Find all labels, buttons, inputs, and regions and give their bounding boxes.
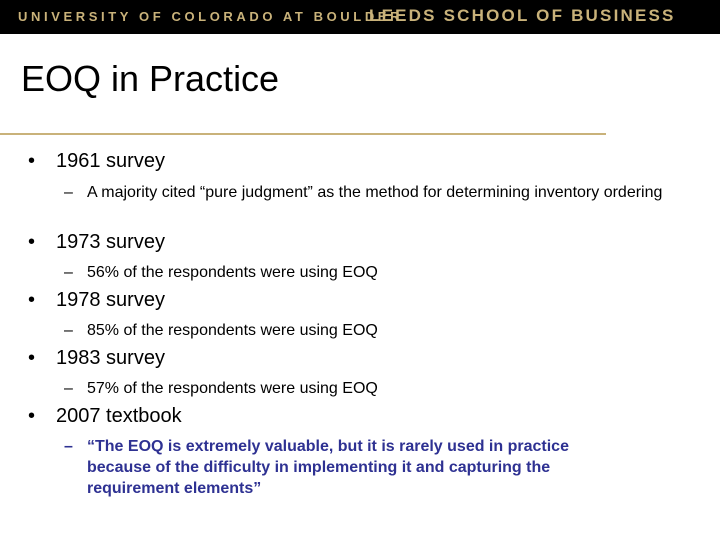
sub-1961 bbox=[64, 182, 664, 203]
sub-1973 bbox=[64, 262, 664, 283]
sub-text: A majority cited “pure judgment” as the method for determining inventory ordering bbox=[87, 184, 663, 201]
bullet-marker: • bbox=[28, 289, 36, 311]
bullet-heading: 2007 textbook bbox=[56, 405, 182, 427]
header-bar bbox=[0, 0, 720, 34]
sub-1978 bbox=[64, 320, 664, 341]
bullet-marker: • bbox=[28, 405, 36, 427]
bullet-heading: 1983 survey bbox=[56, 347, 165, 369]
dash-marker: – bbox=[64, 322, 73, 339]
quote-text: “The EOQ is extremely valuable, but it is rarely used in practice because of the difficulty in implementing it and capturing the requirement elements” bbox=[87, 438, 569, 497]
bullet-marker: • bbox=[28, 347, 36, 369]
bullet-1978 bbox=[28, 289, 165, 312]
bullet-1973 bbox=[28, 231, 165, 254]
dash-marker: – bbox=[64, 264, 73, 281]
sub-1983 bbox=[64, 378, 664, 399]
dash-marker: – bbox=[64, 380, 73, 397]
sub-text: 85% of the respondents were using EOQ bbox=[87, 322, 378, 339]
sub-2007-quote bbox=[64, 436, 624, 499]
bullet-marker: • bbox=[28, 231, 36, 253]
page-title: EOQ in Practice bbox=[21, 58, 280, 99]
bullet-1983 bbox=[28, 347, 165, 370]
sub-text: 57% of the respondents were using EOQ bbox=[87, 380, 378, 397]
bullet-heading: 1978 survey bbox=[56, 289, 165, 311]
sub-text: 56% of the respondents were using EOQ bbox=[87, 264, 378, 281]
bullet-1961 bbox=[28, 150, 165, 173]
bullet-marker: • bbox=[28, 150, 36, 172]
bullet-2007 bbox=[28, 405, 182, 428]
school-name: LEEDS SCHOOL OF BUSINESS bbox=[369, 6, 676, 25]
bullet-heading: 1961 survey bbox=[56, 150, 165, 172]
bullet-heading: 1973 survey bbox=[56, 231, 165, 253]
university-name: UNIVERSITY OF COLORADO AT BOULDER bbox=[18, 9, 404, 24]
dash-marker: – bbox=[64, 438, 73, 455]
title-underline bbox=[0, 133, 606, 135]
dash-marker: – bbox=[64, 184, 73, 201]
